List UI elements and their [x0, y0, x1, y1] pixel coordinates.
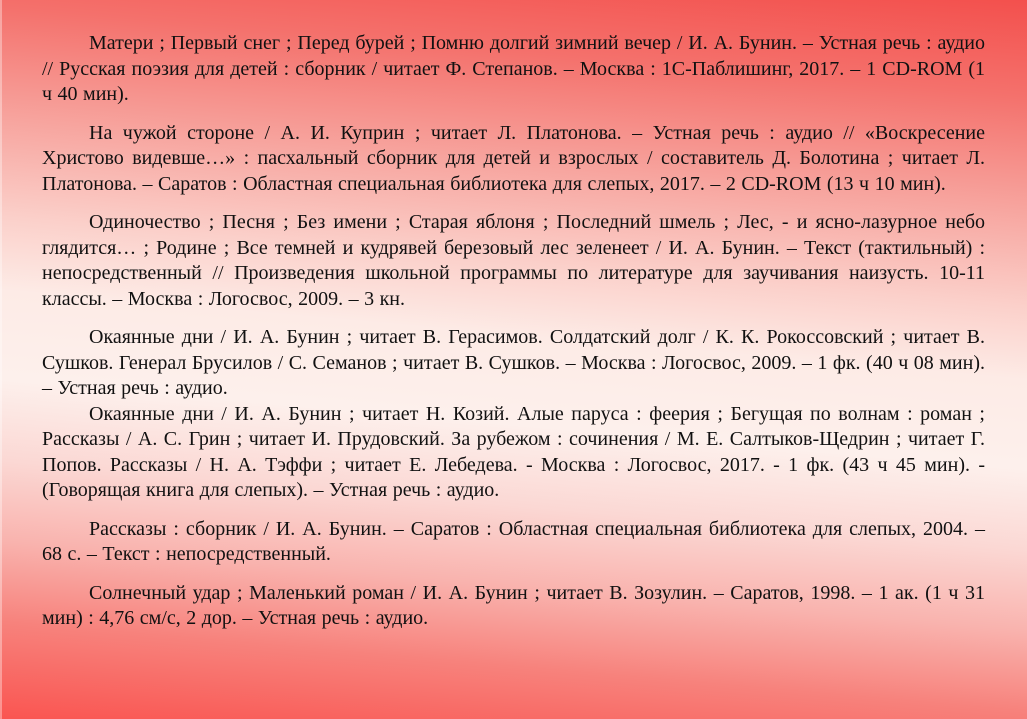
bib-entry-bunin-odinochestvo: Одиночество ; Песня ; Без имени ; Старая яблоня ; Последний шмель ; Лес, - и ясно-лазурное небо глядится… ; Родине ; Все темней и кудрявей березовый лес зеленеет / И. А. Бунин. – Текст (тактильный) : непосредственный // Произведения школьной программы по литературе для заучивания наизусть. 10-11 классы. – Москва : Логосвос, 2009. – 3 кн.: [42, 211, 985, 310]
bib-entry-bunin-okayannye-dni-2009: Окаянные дни / И. А. Бунин ; читает В. Герасимов. Солдатский долг / К. К. Рокоссовский ; читает В. Сушков. Генерал Брусилов / С. Семанов ; читает В. Сушков. – Москва : Логосвос, 2009. – 1 фк. (40 ч 08 мин). – Устная речь : аудио.: [42, 326, 985, 399]
bib-entry-kuprin-na-chuzhoy-storone: На чужой стороне / А. И. Куприн ; читает Л. Платонова. – Устная речь : аудио // «Воскресение Христово видевше…» : пасхальный сборник для детей и взрослых / составитель Д. Болотина ; читает Л. Платонова. – Саратов : Областная специальная библиотека для слепых, 2017. – 2 CD-ROM (13 ч 10 мин).: [42, 121, 985, 195]
bib-entry-bunin-rasskazy: Рассказы : сборник / И. А. Бунин. – Саратов : Областная специальная библиотека для слепых, 2004. – 68 с. – Текст : непосредственный.: [42, 517, 985, 565]
bib-entry-bunin-solnechny-udar: Солнечный удар ; Маленький роман / И. А. Бунин ; читает В. Зозулин. – Саратов, 1998. – 1 ак. (1 ч 31 мин) : 4,76 см/с, 2 дор. – Устная речь : аудио.: [42, 581, 985, 629]
bib-entry-bunin-materi: Матери ; Первый снег ; Перед бурей ; Помню долгий зимний вечер / И. А. Бунин. – Устная речь : аудио // Русская поэзия для детей : сборник / читает Ф. Степанов. – Москва : 1С-Паблишинг, 2017. – 1 CD-ROM (1 ч 40 мин).: [42, 32, 985, 105]
bib-entry-bunin-okayannye-dni-2017: Окаянные дни / И. А. Бунин ; читает Н. Козий. Алые паруса : феерия ; Бегущая по волнам : роман ; Рассказы / А. С. Грин ; читает И. Прудовский. За рубежом : сочинения / М. Е. Салтыков-Щедрин ; читает Г. Попов. Рассказы / Н. А. Тэффи ; читает Е. Лебедева. - Москва : Логосвос, 2017. - 1 фк. (43 ч 45 мин). - (Говорящая книга для слепых). – Устная речь : аудио.: [42, 402, 985, 501]
